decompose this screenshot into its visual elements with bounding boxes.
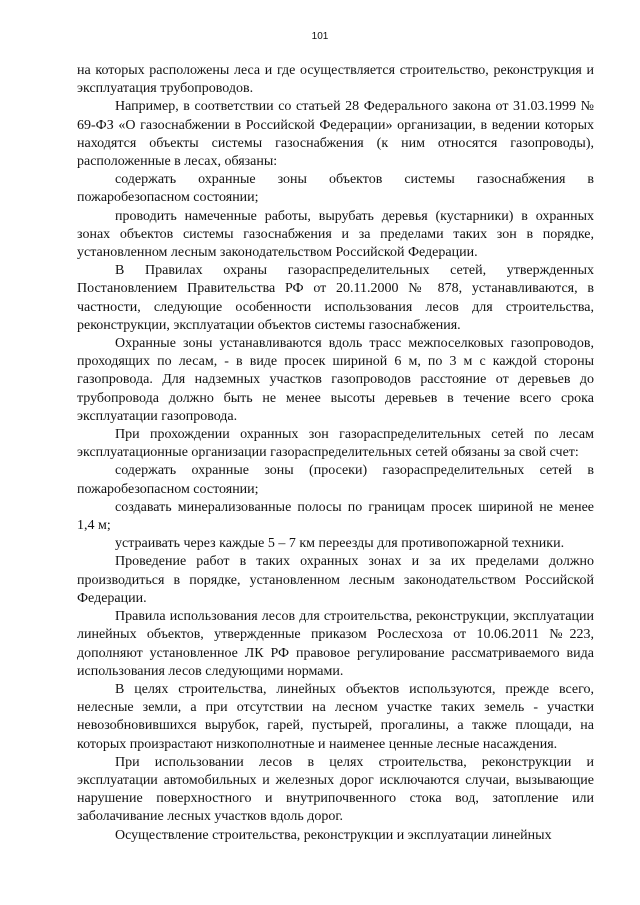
document-body xyxy=(77,62,594,845)
page-number: 101 xyxy=(311,31,329,42)
paragraph-12: Правила использования лесов для строительства, реконструкции, эксплуатации линейных объектов, утвержденные приказом Рослесхоза от 10.06.2011 №223, дополняют установленное ЛК РФ правовое регулирование рассматриваемого вида использования лесов следующими нормами. xyxy=(77,609,594,679)
paragraph-3: содержать охранные зоны объектов системы газоснабжения в пожаробезопасном состоянии; xyxy=(77,172,594,206)
paragraph-10: устраивать через каждые 5 – 7 км переезды для противопожарной техники. xyxy=(115,536,565,552)
paragraph-7: При прохождении охранных зон газораспределительных сетей по лесам эксплуатационные организации газораспределительных сетей обязаны за свой счет: xyxy=(77,427,594,461)
paragraph-9: создавать минерализованные полосы по границам просек шириной не менее 1,4 м; xyxy=(77,499,594,534)
paragraph-11: Проведение работ в таких охранных зонах и за их пределами должно производиться в порядке, установленном лесным законодательством Российской Федерации. xyxy=(77,554,594,606)
paragraph-1: на которых расположены леса и где осуществляется строительство, реконструкция и эксплуатация трубопроводов. xyxy=(77,63,594,97)
paragraph-4: проводить намеченные работы, вырубать деревья (кустарники) в охранных зонах объектов системы газоснабжения и за пределами таких зон в порядке, установленном лесным законодательством Российской Федерации. xyxy=(77,208,594,261)
paragraph-15: Осуществление строительства, реконструкции и эксплуатации линейных xyxy=(115,827,552,843)
paragraph-8: содержать охранные зоны (просеки) газораспределительных сетей в пожаробезопасном состоянии; xyxy=(77,463,594,497)
paragraph-2: Например, в соответствии со статьей 28 Федерального закона от 31.03.1999 № 69-ФЗ «О газоснабжении в Российской Федерации» организации, в ведении которых находятся объекты системы газоснабжения (к ним относятся газопроводы), расположенные в лесах, обязаны: xyxy=(77,99,594,170)
paragraph-13: В целях строительства, линейных объектов используются, прежде всего, нелесные земли, а при отсутствии на лесном участке таких земель - участки невозобновившихся вырубок, гарей, пустырей, прогалины, а также площади, на которых произрастают низкополнотные и наименее ценные лесные насаждения. xyxy=(77,681,594,752)
paragraph-6: Охранные зоны устанавливаются вдоль трасс межпоселковых газопроводов, проходящих по лесам, - в виде просек шириной 6 м, по 3 м с каждой стороны газопровода. Для надземных участков газопроводов расстояние от деревьев до трубопровода должно быть не менее высоты деревьев в течение всего срока эксплуатации газопровода. xyxy=(77,336,594,424)
paragraph-5: В Правилах охраны газораспределительных сетей, утвержденных Постановлением Правительства РФ от 20.11.2000 № 878, устанавливаются, в частности, следующие особенности использования лесов для строительства, реконструкции, эксплуатации объектов системы газоснабжения. xyxy=(77,263,594,333)
paragraph-14: При использовании лесов в целях строительства, реконструкции и эксплуатации автомобильных и железных дорог исключаются случаи, вызывающие нарушение поверхностного и внутрипочвенного стока вод, затопление или заболачивание лесных участков вдоль дорог. xyxy=(77,754,594,825)
